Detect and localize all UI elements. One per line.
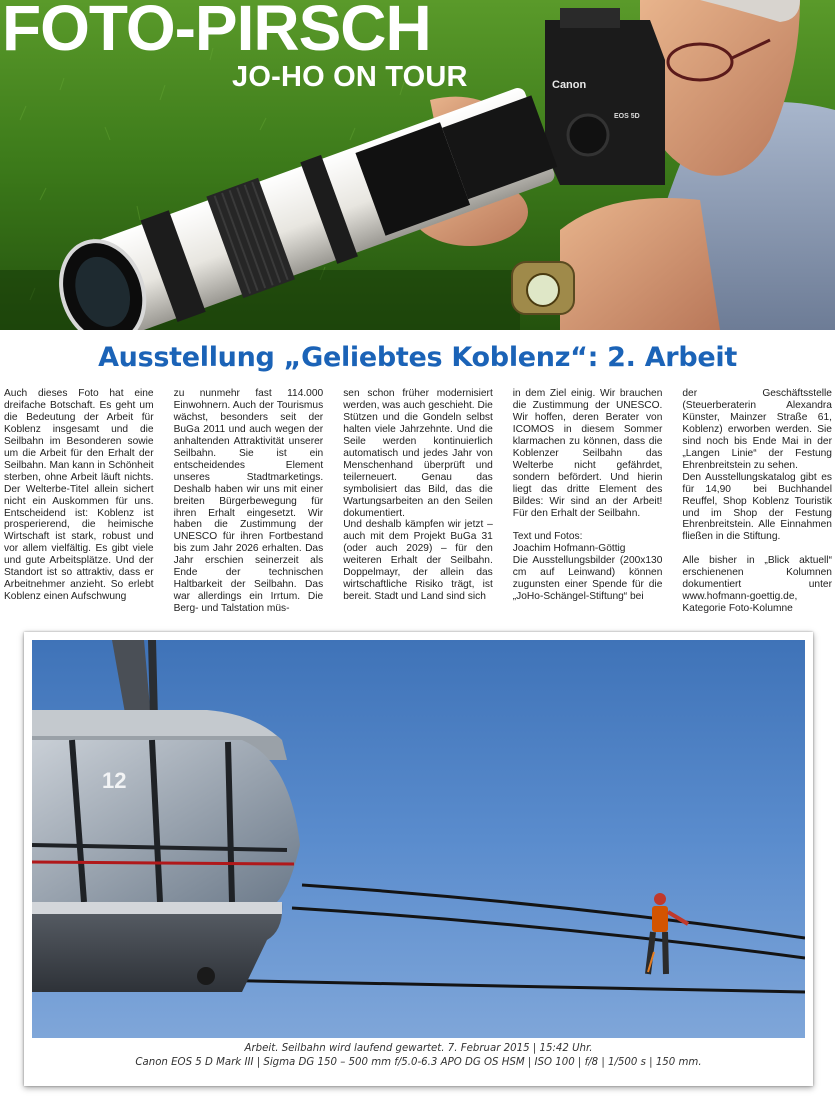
cable-car-maintenance-photo bbox=[32, 640, 805, 1038]
photo-caption-line-2: Canon EOS 5 D Mark III | Sigma DG 150 – 500 mm f/5.0-6.3 APO DG OS HSM | ISO 100 | f/8 | 1/500 s | 150 mm. bbox=[135, 1057, 702, 1068]
camera-model-label: EOS 5D bbox=[614, 113, 640, 120]
article-paragraph: Alle bisher in „Blick aktuell“ erschienenen Kolumnen dokumentiert unter www.hofmann-goettig.de, Kategorie Foto-Kolumne bbox=[682, 555, 832, 615]
article-paragraph: der Geschäftsstelle (Steuerberaterin Alexandra Künster, Mainzer Straße 61, Koblenz) erworben werden. Sie sind noch bis Ende Mai in der „Langen Linie“ der Festung Ehrenbreitstein zu sehen. bbox=[682, 388, 832, 471]
paragraph-spacer bbox=[682, 543, 832, 555]
photo-credit-author: Joachim Hofmann-Göttig bbox=[512, 543, 626, 555]
article-paragraph: Den Ausstellungskatalog gibt es für 14,90 bei Buchhandel Reuffel, Shop Koblenz Touristik und im Shop der Festung Ehrenbreitstein. Alle Einnahmen fließen in die Stiftung. bbox=[682, 471, 832, 543]
article-column-4 bbox=[513, 388, 663, 622]
featured-photo-card bbox=[24, 632, 813, 1086]
photo-caption-line-1: Arbeit. Seilbahn wird laufend gewartet. 7. Februar 2015 | 15:42 Uhr. bbox=[244, 1043, 593, 1054]
gondola-number: 12 bbox=[102, 768, 127, 793]
article-paragraph: sen schon früher modernisiert werden, was auch geschieht. Die Stützen und die Gondeln selbst halten viele Jahrzehnte. Und die Seile werden kontinuierlich automatisch und jedes Jahr von Menschenhand überprüft und teilerneuert. Genau das symbolisiert das Bild, das die Wartungsarbeiten an den Seilen dokumentiert. bbox=[343, 388, 493, 519]
hero-photo bbox=[0, 0, 835, 330]
article-paragraph: Und deshalb kämpfen wir jetzt – auch mit dem Projekt BuGa 31 (oder auch 2029) – für den weiteren Erhalt der Seilbahn. Doppelmayr, der allein das wirtschaftliche Risiko trägt, ist bereit. Stadt und Land sind sich bbox=[343, 519, 493, 603]
photo-credit-label: Text und Fotos: bbox=[512, 531, 583, 543]
article-paragraph: in dem Ziel einig. Wir brauchen die Zustimmung der UNESCO. Wir hoffen, deren Berater von ICOMOS in diesem Sommer klarmachen zu können, dass die Koblenzer Seilbahn das Welterbe nicht gefährdet, sondern befördert. Und hierin liegt das dritte Element des Bildes: Wir sind an der Arbeit! Für den Erhalt der Seilbahn. bbox=[512, 388, 663, 519]
article-paragraph: Die Ausstellungsbilder (200x130 cm auf Leinwand) können zugunsten einer Spende für die „JoHo-Schängel-Stiftung“ bei bbox=[512, 555, 663, 603]
article-column-2 bbox=[174, 388, 324, 622]
article-column-3 bbox=[343, 388, 493, 622]
article-paragraph: zu nunmehr fast 114.000 Einwohnern. Auch der Tourismus wächst, besonders seit der BuGa 2011 und auch wegen der anhaltenden Attraktivität unserer Seilbahn. Sie ist ein entscheidendes Element unseres Stadtmarketings. Deshalb haben wir uns mit einer breiten Bürgerbewegung für ihren Erhalt eingesetzt. Wir haben die Zustimmung der UNESCO für ihren Fortbestand bis zum Jahr 2026 erhalten. Das Jahr erschien seinerzeit als Ende der technischen Haltbarkeit der Seilbahn. Das war allerdings ein Irrtum. Die Berg- und Talstation müs- bbox=[173, 388, 324, 615]
camera-brand-label: Canon bbox=[552, 79, 587, 91]
article-body bbox=[4, 388, 832, 622]
article-column-1 bbox=[4, 388, 154, 622]
article-paragraph: Auch dieses Foto hat eine dreifache Botschaft. Es geht um die Bedeutung der Arbeit für Koblenz insgesamt und die Seilbahn im Besonderen sowie um die Arbeit für den Erhalt der Seilbahn. Man kann in Schönheit sterben, ohne Arbeit läuft nichts. Der Welterbe-Titel allein sichert nicht ein Auskommen für uns. Entscheidend ist: Koblenz ist prosperierend, die heimische Wirtschaft ist stark, robust und vor allem vielfältig. Es gibt viele und gute Arbeitsplätze. Und der Standort ist so attraktiv, dass er Arbeitnehmer anzieht. So erlebt Koblenz einen Aufschwung bbox=[4, 388, 154, 603]
article-headline: Ausstellung „Geliebtes Koblenz“: 2. Arbeit bbox=[98, 342, 737, 373]
magazine-section-title: FOTO-PIRSCH bbox=[2, 0, 431, 64]
paragraph-spacer bbox=[513, 519, 663, 531]
article-column-5 bbox=[682, 388, 832, 622]
magazine-section-subtitle: JO-HO ON TOUR bbox=[232, 61, 468, 93]
